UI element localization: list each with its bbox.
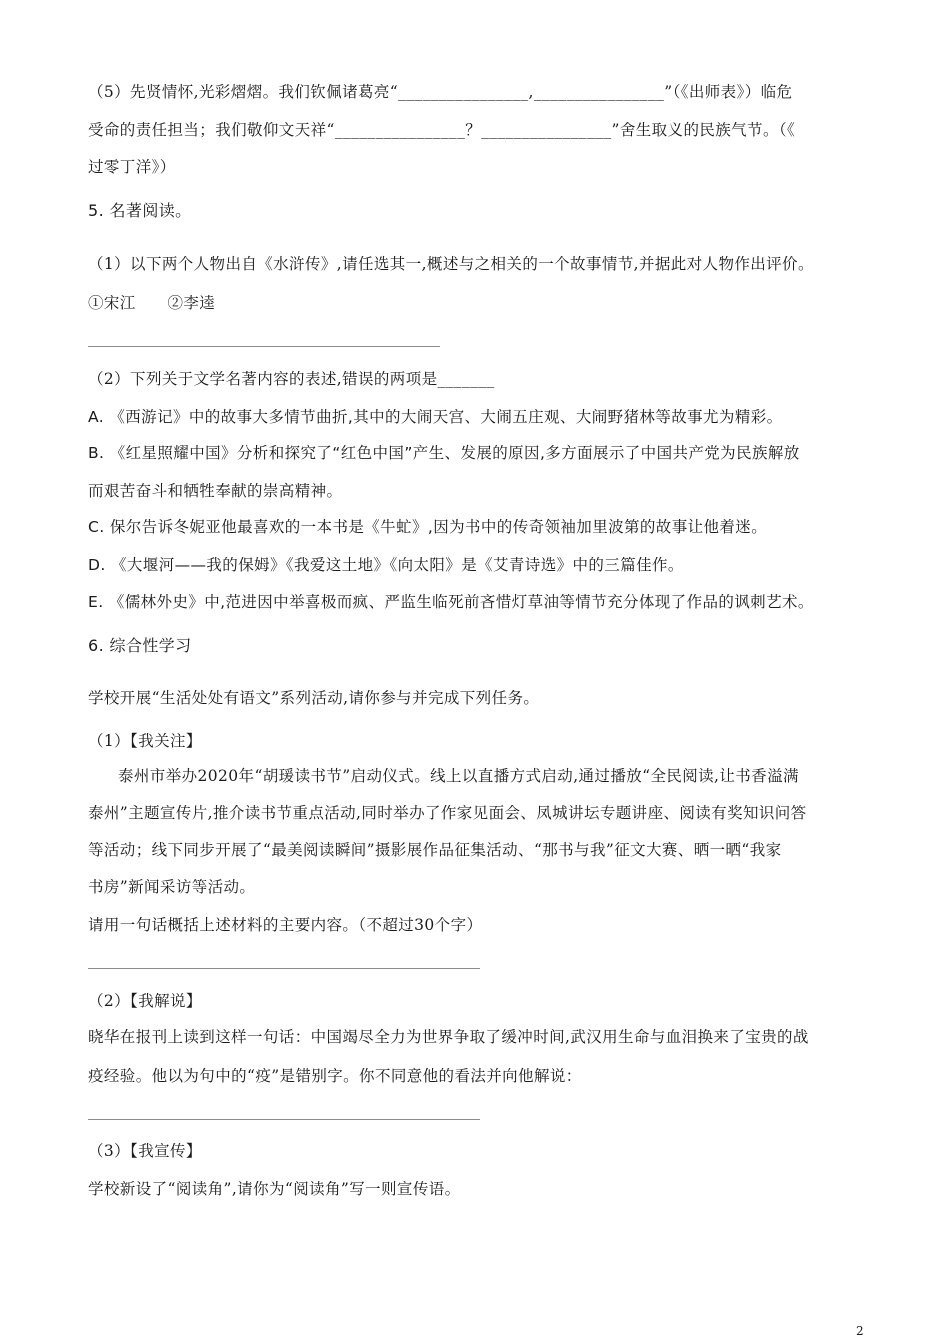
- q6-1-heading: （1）【我关注】: [88, 732, 202, 750]
- q6-1-material-line-3: 等活动；线下同步开展了“最美阅读瞬间”摄影展作品征集活动、“那书与我”征文大赛、晒一晒“我家: [88, 841, 782, 859]
- page-number: 2: [856, 1324, 864, 1338]
- q5-2-option-a: A. 《西游记》中的故事大多情节曲折,其中的大闹天宫、大闹五庄观、大闹野猪林等故事尤为精彩。: [88, 408, 783, 426]
- q5-2-option-e: E. 《儒林外史》中,范进因中举喜极而疯、严监生临死前吝惜灯草油等情节充分体现了作品的讽刺艺术。: [88, 593, 814, 611]
- q5-2-option-b-line-1: B. 《红星照耀中国》分析和探究了“红色中国”产生、发展的原因,多方面展示了中国共产党为民族解放: [88, 444, 800, 462]
- q6-2-text-line-2: 疫经验。他以为句中的“疫”是错别字。你不同意他的看法并向他解说：: [88, 1067, 582, 1085]
- q6-1-material-line-4: 书房”新闻采访等活动。: [88, 878, 256, 896]
- q4-5-line-1: （5）先贤情怀,光彩熠熠。我们钦佩诸葛亮“________________,________________”（《出师表》）临危: [88, 83, 793, 101]
- q6-2-text-line-1: 晓华在报刊上读到这样一句话：中国竭尽全力为世界争取了缓冲时间,武汉用生命与血泪换来了宝贵的战: [88, 1028, 809, 1046]
- answer-line: [88, 968, 480, 969]
- q5-2-option-b-line-2: 而艰苦奋斗和牺牲奉献的崇高精神。: [88, 482, 343, 500]
- q4-5-line-2: 受命的责任担当；我们敬仰文天祥“________________？________________”舍生取义的民族气节。（《: [88, 121, 796, 139]
- q6-3-heading: （3）【我宣传】: [88, 1142, 202, 1160]
- q6-2-heading: （2）【我解说】: [88, 992, 202, 1010]
- q5-2-option-d: D. 《大堰河——我的保姆》《我爱这土地》《向太阳》是《艾青诗选》中的三篇佳作。: [88, 556, 684, 574]
- q6-1-material-line-2: 泰州”主题宣传片,推介读书节重点活动,同时举办了作家见面会、凤城讲坛专题讲座、阅读有奖知识问答: [88, 804, 807, 822]
- q6-1-material-line-1: 泰州市举办2020年“胡瑗读书节”启动仪式。线上以直播方式启动,通过播放“全民阅读,让书香溢满: [118, 767, 799, 785]
- q5-1-prompt: （1）以下两个人物出自《水浒传》,请任选其一,概述与之相关的一个故事情节,并据此对人物作出评价。: [88, 255, 814, 273]
- q5-1-options: ①宋江 ②李逵: [88, 294, 216, 312]
- q5-2-prompt: （2）下列关于文学名著内容的表述,错误的两项是_______: [88, 370, 495, 388]
- q5-2-option-c: C. 保尔告诉冬妮亚他最喜欢的一本书是《牛虻》,因为书中的传奇领袖加里波第的故事让他着迷。: [88, 518, 768, 536]
- answer-line: [88, 1119, 480, 1120]
- q6-1-prompt: 请用一句话概括上述材料的主要内容。（不超过30个字）: [88, 916, 483, 934]
- q5-heading: 5. 名著阅读。: [88, 201, 192, 220]
- answer-line: [88, 346, 440, 347]
- q4-5-line-3: 过零丁洋》）: [88, 158, 176, 176]
- q6-heading: 6. 综合性学习: [88, 636, 192, 655]
- q6-intro: 学校开展“生活处处有语文”系列活动,请你参与并完成下列任务。: [88, 689, 540, 707]
- q6-3-prompt: 学校新设了“阅读角”,请你为“阅读角”写一则宣传语。: [88, 1180, 461, 1198]
